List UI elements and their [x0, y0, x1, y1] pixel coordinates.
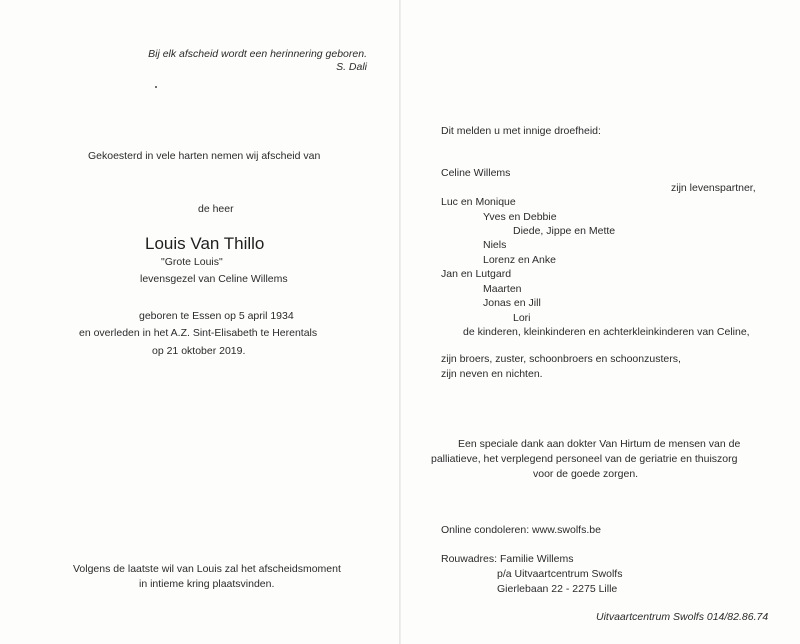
farewell-line-1: Volgens de laatste wil van Louis zal het afscheidsmoment: [73, 563, 341, 575]
left-page: [0, 0, 399, 644]
quote-text: Bij elk afscheid wordt een herinnering geboren.: [148, 48, 367, 60]
family-member: Jonas en Jill: [483, 297, 541, 309]
birth-line: geboren te Essen op 5 april 1934: [139, 310, 294, 322]
family-member: de kinderen, kleinkinderen en achterkleinkinderen van Celine,: [463, 326, 750, 338]
address-line-1: Rouwadres: Familie Willems: [441, 553, 574, 565]
family-member: Lorenz en Anke: [483, 254, 556, 266]
cousins-line: zijn neven en nichten.: [441, 368, 543, 380]
family-member: Diede, Jippe en Mette: [513, 225, 616, 237]
death-line: en overleden in het A.Z. Sint-Elisabeth te Herentals: [79, 327, 318, 339]
farewell-line-2: in intieme kring plaatsvinden.: [139, 578, 275, 590]
right-page: [401, 0, 800, 644]
family-member: Celine Willems: [441, 167, 511, 179]
partner-line: levensgezel van Celine Willems: [140, 273, 288, 285]
family-member: zijn levenspartner,: [671, 182, 756, 194]
family-member: Jan en Lutgard: [441, 268, 512, 280]
thanks-line-3: voor de goede zorgen.: [533, 468, 639, 480]
family-member: Yves en Debbie: [483, 211, 557, 223]
nickname: "Grote Louis": [161, 256, 223, 268]
thanks-line-2: palliatieve, het verplegend personeel van de geriatrie en thuiszorg: [431, 453, 738, 465]
address-line-3: Gierlebaan 22 - 2275 Lille: [497, 583, 618, 595]
intro-text: Gekoesterd in vele harten nemen wij afscheid van: [88, 150, 321, 162]
thanks-line-1: Een speciale dank aan dokter Van Hirtum de mensen van de: [458, 438, 741, 450]
decorative-dot: [155, 86, 157, 88]
family-member: Luc en Monique: [441, 196, 516, 208]
address-line-2: p/a Uitvaartcentrum Swolfs: [497, 568, 623, 580]
funeral-home-contact: Uitvaartcentrum Swolfs 014/82.86.74: [596, 611, 769, 623]
deceased-name: Louis Van Thillo: [145, 234, 265, 253]
title-text: de heer: [198, 203, 234, 215]
quote-author: S. Dali: [336, 61, 367, 73]
online-condolence: Online condoleren: www.swolfs.be: [441, 524, 601, 536]
family-member: Lori: [513, 312, 531, 324]
death-date: op 21 oktober 2019.: [152, 345, 246, 357]
family-member: Maarten: [483, 283, 522, 295]
family-member: Niels: [483, 239, 507, 251]
announcement-heading: Dit melden u met innige droefheid:: [441, 125, 601, 137]
siblings-line: zijn broers, zuster, schoonbroers en schoonzusters,: [441, 353, 681, 365]
